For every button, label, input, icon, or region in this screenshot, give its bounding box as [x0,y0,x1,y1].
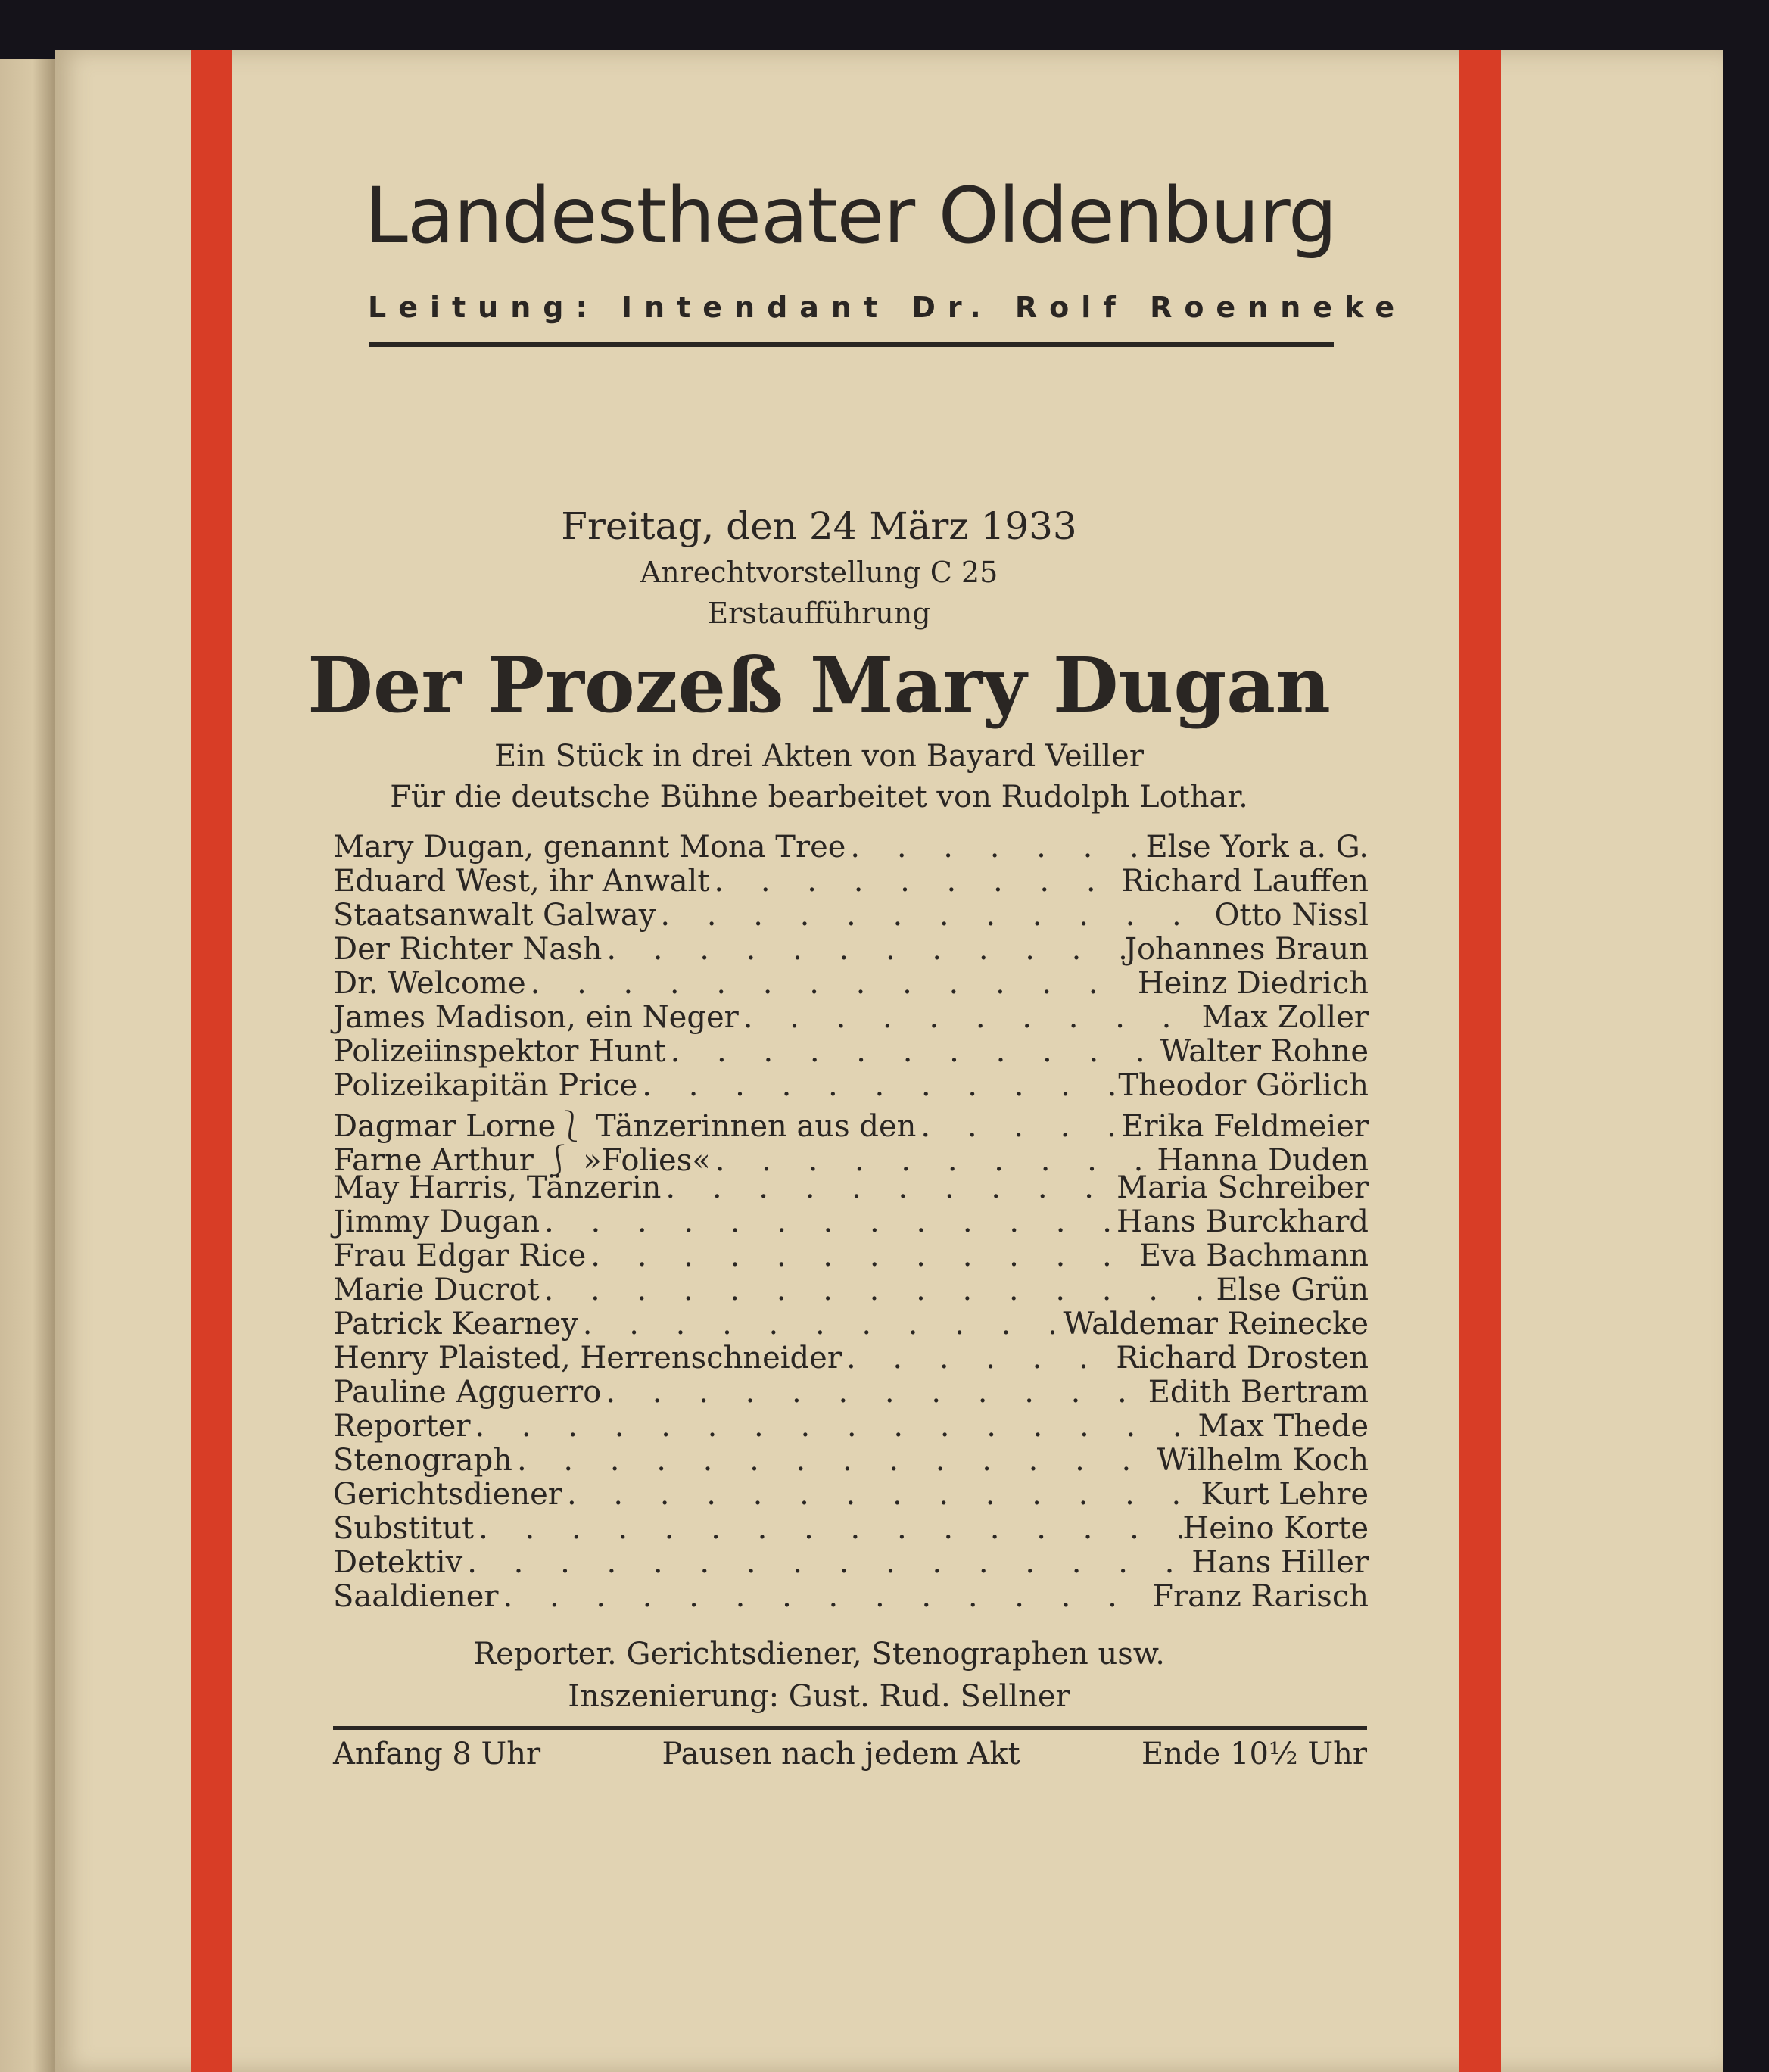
cast-row [333,1307,1369,1341]
cast-role: Henry Plaisted, Herrenschneider [333,1341,842,1376]
leader-dots [578,1307,1064,1341]
cast-row [333,1000,1369,1034]
cast-actor: Walter Rohne [1160,1034,1369,1069]
cast-role: Patrick Kearney [333,1307,578,1341]
premiere-line: Erstaufführung [707,597,931,630]
cast-row [333,1204,1369,1239]
cast-row [333,1443,1369,1477]
cast-role: Saaldiener [333,1579,499,1614]
staging-credit: Inszenierung: Gust. Rud. Sellner [568,1679,1070,1714]
leader-dots [916,1109,1121,1144]
cast-role: Eduard West, ihr Anwalt [333,864,710,899]
cast-role: Pauline Agguerro [333,1375,602,1410]
cast-role: Staatsanwalt Galway [333,898,656,933]
cast-actor: Richard Lauffen [1121,864,1369,899]
cast-actor: Theodor Görlich [1118,1068,1369,1103]
cast-role: Jimmy Dugan [333,1204,540,1239]
cast-actor: Edith Bertram [1148,1375,1369,1410]
leader-dots [656,898,1214,933]
cast-actor: Maria Schreiber [1117,1170,1369,1205]
cast-row [333,830,1369,864]
cast-role: James Madison, ein Neger [333,1000,739,1035]
cast-row [333,1341,1369,1375]
leader-dots [470,1409,1198,1444]
cast-actor: Hans Burckhard [1117,1204,1369,1239]
cast-actor: Wilhelm Koch [1157,1443,1369,1478]
leader-dots [601,1375,1148,1410]
cast-actor: Hans Hiller [1191,1545,1369,1580]
cast-row [333,1375,1369,1409]
cast-actor: Erika Feldmeier [1121,1109,1369,1144]
start-time: Anfang 8 Uhr [333,1737,541,1771]
cast-actor: Waldemar Reinecke [1063,1307,1369,1341]
cast-row [333,1102,1369,1144]
leader-dots [540,1273,1216,1307]
cast-row [333,1273,1369,1307]
theatre-name: Landestheater Oldenburg [365,171,1337,261]
cast-actor: Franz Rarisch [1152,1579,1369,1614]
leader-dots [661,1170,1117,1205]
cast-role: Gerichtsdiener [333,1477,562,1512]
cast-role: Marie Ducrot [333,1273,540,1307]
cast-actor: Heinz Diedrich [1137,966,1369,1001]
cast-row [333,898,1369,932]
end-time: Ende 10½ Uhr [1141,1737,1367,1771]
footer-rule [333,1726,1367,1730]
leader-dots [846,830,1145,865]
adaptation-line: Für die deutsche Bühne bearbeitet von Rudolph Lothar. [390,780,1248,815]
footer [333,1737,1367,1771]
leader-dots [562,1477,1201,1512]
cast-role: Detektiv [333,1545,463,1580]
cast-row [333,932,1369,966]
cast-row [333,1409,1369,1443]
leader-dots [499,1579,1153,1614]
cast-row [333,1034,1369,1068]
header-rule [369,342,1334,347]
cast-role: Stenograph [333,1443,512,1478]
cast-row [333,864,1369,898]
cast-role: Dr. Welcome [333,966,526,1001]
author-line: Ein Stück in drei Akten von Bayard Veiller [494,739,1144,774]
cast-actor: Max Zoller [1201,1000,1369,1035]
cast-row [333,1511,1369,1545]
subscription-line: Anrechtvorstellung C 25 [640,556,998,589]
cast-role: Der Richter Nash [333,932,603,967]
cast-role: Mary Dugan, genannt Mona Tree [333,830,846,865]
cast-actor: Heino Korte [1182,1511,1369,1546]
program-content [55,50,1723,2072]
cast-role: Polizeikapitän Price [333,1068,638,1103]
leader-dots [586,1239,1139,1273]
leader-dots [842,1341,1116,1376]
cast-role: Farne Arthur ⎰ »Folies« [333,1143,711,1178]
cast-actor: Else Grün [1216,1273,1369,1307]
cast-role: Substitut [333,1511,475,1546]
cast-role: Dagmar Lorne⎱ Tänzerinnen aus den [333,1109,917,1144]
cast-role: Polizeiinspektor Hunt [333,1034,666,1069]
cast-actor: Eva Bachmann [1138,1239,1369,1273]
leader-dots [666,1034,1160,1069]
leader-dots [526,966,1138,1001]
extras-note: Reporter. Gerichtsdiener, Stenographen usw. [472,1637,1166,1672]
leader-dots [709,864,1121,899]
cast-row [333,1068,1369,1102]
leader-dots [462,1545,1191,1580]
leader-dots [602,932,1125,967]
play-title: Der Prozeß Mary Dugan [307,640,1331,730]
breaks-note: Pausen nach jedem Akt [662,1737,1020,1771]
leader-dots [637,1068,1118,1103]
leader-dots [540,1204,1117,1239]
cast-actor: Hanna Duden [1157,1143,1369,1178]
cast-actor: Max Thede [1198,1409,1369,1444]
leader-dots [512,1443,1157,1478]
cast-row [333,1477,1369,1511]
cast-row [333,1545,1369,1579]
cast-list [333,830,1369,1613]
leader-dots [474,1511,1182,1546]
cast-actor: Kurt Lehre [1201,1477,1369,1512]
cast-actor: Else York a. G. [1145,830,1369,865]
cast-actor: Richard Drosten [1116,1341,1369,1376]
direction-line: Leitung: Intendant Dr. Rolf Roenneke [368,291,1407,324]
cast-role: Frau Edgar Rice [333,1239,587,1273]
facing-page-edge [0,59,55,2072]
performance-date: Freitag, den 24 März 1933 [561,504,1077,548]
cast-role: May Harris, Tänzerin [333,1170,662,1205]
cast-row [333,966,1369,1000]
cast-role: Reporter [333,1409,471,1444]
leader-dots [739,1000,1202,1035]
cast-row [333,1239,1369,1273]
cast-row [333,1579,1369,1613]
cast-row [333,1170,1369,1204]
program-page [55,50,1723,2072]
cast-actor: Johannes Braun [1124,932,1369,967]
cast-actor: Otto Nissl [1214,898,1369,933]
